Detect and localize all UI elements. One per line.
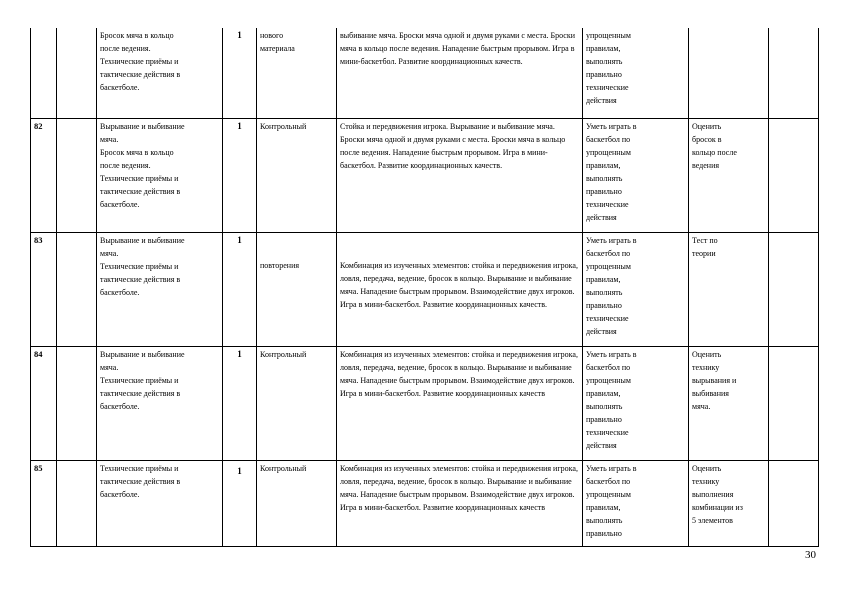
requirement-line: Уметь играть в <box>586 463 637 473</box>
table-row <box>31 28 819 118</box>
topic-line: тактические действия в <box>100 476 181 486</box>
control-line: Оценить <box>692 349 722 359</box>
requirement-line: правильно <box>586 70 622 79</box>
extra-cell <box>769 346 819 460</box>
content-text: Комбинация из изученных элементов: стойка и передвижения игрока, ловля, передача, ведение, бросок в кольцо. Вырывание и выбивание мяча. Нападение быстрым прорывом. Взаимодействие двух игроков. Игра в мини-баскетбол. Развитие координационных качеств <box>340 349 578 398</box>
requirement-line: действия <box>586 96 617 105</box>
topic-line: баскетболе. <box>100 287 140 297</box>
date-cell <box>57 118 97 232</box>
requirements-cell <box>583 28 689 118</box>
requirement-line: Уметь играть в <box>586 121 637 131</box>
control-line: технику <box>692 362 720 372</box>
lesson-type-cell <box>257 28 337 118</box>
lesson-type-line: Контрольный <box>260 463 307 473</box>
topic-line: мяча. <box>100 362 119 372</box>
content-cell <box>337 232 583 346</box>
requirement-line: правилам, <box>586 44 621 53</box>
lesson-number-cell <box>31 28 57 118</box>
extra-cell <box>769 28 819 118</box>
lesson-number-cell: 83 <box>31 232 57 346</box>
topic-cell <box>97 28 223 118</box>
requirement-line: выполнять <box>586 287 623 297</box>
control-line: теории <box>692 248 716 258</box>
topic-line: после ведения. <box>100 160 151 170</box>
requirements-cell <box>583 118 689 232</box>
hours-cell: 1 <box>223 460 257 546</box>
requirement-line: правильно <box>586 528 622 538</box>
content-cell <box>337 460 583 546</box>
requirement-line: выполнять <box>586 401 623 411</box>
extra-cell <box>769 118 819 232</box>
lesson-type-line: Контрольный <box>260 349 307 359</box>
table-row <box>31 232 819 346</box>
requirement-line: технические <box>586 83 629 92</box>
topic-line: Технические приёмы и <box>100 261 179 271</box>
control-line: мяча. <box>692 401 711 411</box>
control-line: Оценить <box>692 463 722 473</box>
lesson-plan-rows <box>31 28 819 546</box>
requirement-line: выполнять <box>586 515 623 525</box>
topic-cell <box>97 346 223 460</box>
requirement-line: технические <box>586 313 629 323</box>
requirement-line: баскетбол по <box>586 476 631 486</box>
control-line: технику <box>692 476 720 486</box>
requirement-line: Уметь играть в <box>586 235 637 245</box>
topic-line: Вырывание и выбивание <box>100 235 185 245</box>
control-line: выбивания <box>692 388 729 398</box>
topic-line: после ведения. <box>100 44 151 53</box>
topic-line: баскетболе. <box>100 489 140 499</box>
requirement-line: баскетбол по <box>586 134 631 144</box>
topic-line: Бросок мяча в кольцо <box>100 31 174 40</box>
requirement-line: правилам, <box>586 502 621 512</box>
topic-line: баскетболе. <box>100 401 140 411</box>
table-row <box>31 118 819 232</box>
requirement-line: Уметь играть в <box>586 349 637 359</box>
topic-line: Технические приёмы и <box>100 463 179 473</box>
extra-cell <box>769 232 819 346</box>
control-line: кольцо после <box>692 147 737 157</box>
content-cell <box>337 28 583 118</box>
hours-cell: 1 <box>223 118 257 232</box>
requirement-line: правильно <box>586 414 622 424</box>
control-line: ведения <box>692 160 720 170</box>
content-cell <box>337 346 583 460</box>
topic-line: баскетболе. <box>100 199 140 209</box>
requirement-line: правилам, <box>586 388 621 398</box>
topic-cell <box>97 232 223 346</box>
topic-line: тактические действия в <box>100 274 181 284</box>
topic-cell <box>97 118 223 232</box>
requirement-line: технические <box>586 199 629 209</box>
topic-line: Вырывание и выбивание <box>100 121 185 131</box>
lesson-plan-table <box>30 28 819 547</box>
hours-cell: 1 <box>223 346 257 460</box>
topic-cell <box>97 460 223 546</box>
control-line: выполнения <box>692 489 734 499</box>
control-line: Тест по <box>692 235 718 245</box>
control-cell <box>689 28 769 118</box>
lesson-type-cell <box>257 118 337 232</box>
lesson-type-cell <box>257 346 337 460</box>
requirement-line: правилам, <box>586 274 621 284</box>
date-cell <box>57 232 97 346</box>
lesson-plan-sheet <box>30 28 819 547</box>
control-cell <box>689 118 769 232</box>
topic-line: Технические приёмы и <box>100 375 179 385</box>
requirements-cell <box>583 460 689 546</box>
requirement-line: упрощенным <box>586 489 631 499</box>
table-row <box>31 460 819 546</box>
requirement-line: баскетбол по <box>586 362 631 372</box>
topic-line: Технические приёмы и <box>100 57 179 66</box>
topic-line: Бросок мяча в кольцо <box>100 147 174 157</box>
requirement-line: технические <box>586 427 629 437</box>
control-line: 5 элементов <box>692 515 733 525</box>
topic-line: Технические приёмы и <box>100 173 179 183</box>
requirement-line: правильно <box>586 300 622 310</box>
topic-line: тактические действия в <box>100 186 181 196</box>
requirement-line: выполнять <box>586 57 623 66</box>
topic-line: тактические действия в <box>100 70 181 79</box>
requirement-line: действия <box>586 212 617 222</box>
control-line: комбинации из <box>692 502 743 512</box>
topic-line: мяча. <box>100 248 119 258</box>
requirement-line: выполнять <box>586 173 623 183</box>
requirement-line: упрощенным <box>586 375 631 385</box>
lesson-type-line: повторения <box>260 260 300 270</box>
control-cell <box>689 232 769 346</box>
control-line: вырывания и <box>692 375 737 385</box>
requirement-line: правилам, <box>586 160 621 170</box>
lesson-number-cell: 84 <box>31 346 57 460</box>
hours-cell: 1 <box>223 28 257 118</box>
content-text: Комбинация из изученных элементов: стойка и передвижения игрока, ловля, передача, ведение, бросок в кольцо. Вырывание и выбивание мяча. Нападение быстрым прорывом. Взаимодействие двух игроков. Игра в мини-баскетбол. Развитие координационных качеств <box>340 463 578 512</box>
requirement-line: правильно <box>586 186 622 196</box>
table-row <box>31 346 819 460</box>
lesson-type-line: материала <box>260 44 295 53</box>
topic-line: мяча. <box>100 134 119 144</box>
requirement-line: упрощенным <box>586 31 631 40</box>
control-cell <box>689 460 769 546</box>
lesson-type-cell <box>257 232 337 346</box>
topic-line: баскетболе. <box>100 83 140 92</box>
content-text: выбивание мяча. Броски мяча одной и двумя руками с места. Броски мяча в кольцо после ведения. Нападение быстрым прорывом. Игра в мини-баскетбол. Развитие координационных качеств. <box>340 31 576 66</box>
extra-cell <box>769 460 819 546</box>
requirements-cell <box>583 346 689 460</box>
lesson-type-line: нового <box>260 31 284 40</box>
requirements-cell <box>583 232 689 346</box>
requirement-line: упрощенным <box>586 147 631 157</box>
page-number: 30 <box>805 549 816 561</box>
requirement-line: упрощенным <box>586 261 631 271</box>
hours-cell: 1 <box>223 232 257 346</box>
content-cell <box>337 118 583 232</box>
requirement-line: действия <box>586 440 617 450</box>
lesson-type-line: Контрольный <box>260 121 307 131</box>
content-text: Стойка и передвижения игрока. Вырывание и выбивание мяча. Броски мяча одной и двумя руками с места. Броски мяча в кольцо после ведения. Нападение быстрым прорывом. Игра в мини-баскетбол. Развитие координационных качеств. <box>340 121 566 170</box>
requirement-line: действия <box>586 326 617 336</box>
control-line: Оценить <box>692 121 722 131</box>
date-cell <box>57 28 97 118</box>
requirement-line: баскетбол по <box>586 248 631 258</box>
lesson-type-cell <box>257 460 337 546</box>
lesson-number-cell: 82 <box>31 118 57 232</box>
topic-line: Вырывание и выбивание <box>100 349 185 359</box>
content-text: Комбинация из изученных элементов: стойка и передвижения игрока, ловля, передача, ведение, бросок в кольцо. Вырывание и выбивание мяча. Нападение быстрым прорывом. Взаимодействие двух игроков. Игра в мини-баскетбол. Развитие координационных качеств. <box>340 260 578 309</box>
topic-line: тактические действия в <box>100 388 181 398</box>
lesson-number-cell: 85 <box>31 460 57 546</box>
date-cell <box>57 460 97 546</box>
control-cell <box>689 346 769 460</box>
control-line: бросок в <box>692 134 722 144</box>
date-cell <box>57 346 97 460</box>
